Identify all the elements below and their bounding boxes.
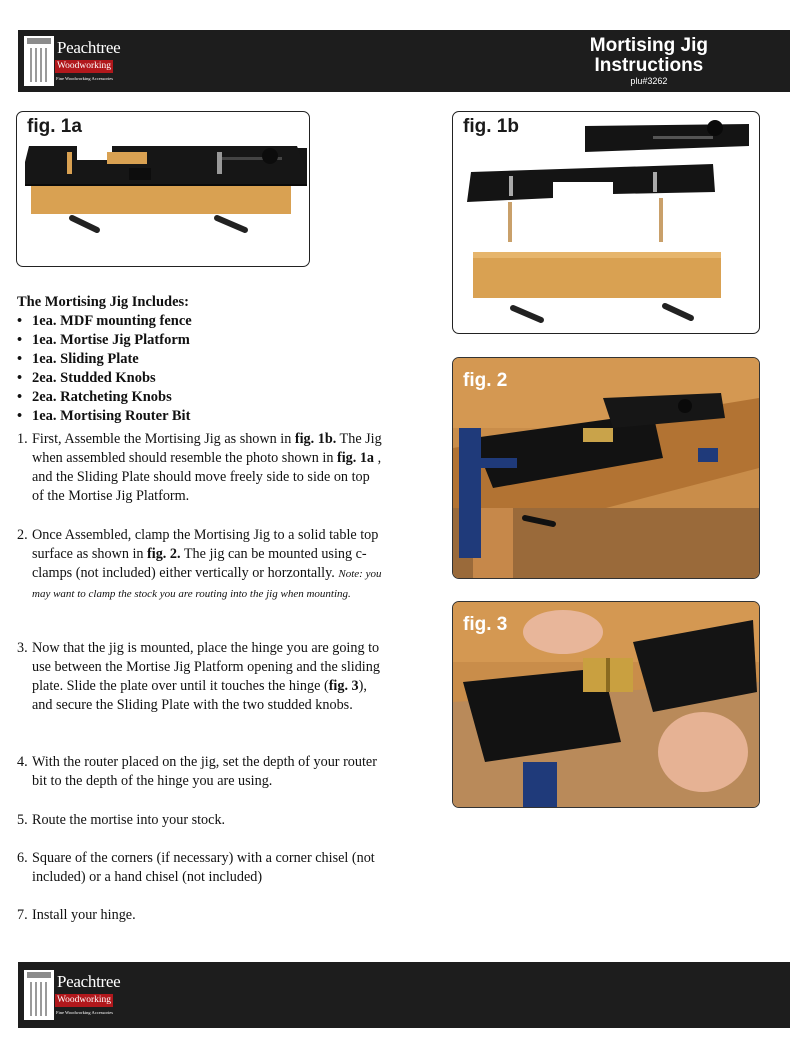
step-number: 1. bbox=[17, 431, 28, 447]
step-text-part: , and the Sliding Plate should move freely side to side on top of the Mortise Jig Platform. bbox=[32, 450, 382, 504]
jig-exploded-illustration bbox=[453, 112, 759, 333]
figure-1a bbox=[16, 111, 310, 267]
logo-tagline: Fine Woodworking Accessories bbox=[56, 76, 114, 81]
step-text bbox=[32, 526, 382, 604]
step-number: 6. bbox=[17, 850, 28, 866]
step-text: With the router placed on the jig, set the depth of your router bit to the depth of the hinge you are using. bbox=[32, 754, 377, 789]
step-text-part: Once Assembled, clamp the Mortising Jig to a solid table top surface as shown in bbox=[32, 527, 379, 562]
includes-list bbox=[17, 312, 417, 426]
list-item: • 1ea. Sliding Plate bbox=[17, 350, 417, 369]
step-7 bbox=[17, 906, 382, 925]
figure-1b bbox=[452, 111, 760, 334]
list-item: • 2ea. Ratcheting Knobs bbox=[17, 388, 417, 407]
column-logo-icon bbox=[24, 36, 54, 86]
includes-heading: The Mortising Jig Includes: bbox=[17, 294, 189, 310]
footer-bar bbox=[18, 962, 790, 1028]
figure-3-label: fig. 3 bbox=[463, 614, 508, 635]
figure-3 bbox=[452, 601, 760, 808]
step-number: 2. bbox=[17, 527, 28, 543]
step-4 bbox=[17, 753, 382, 791]
logo-brand: Peachtree bbox=[57, 38, 121, 57]
peachtree-logo bbox=[24, 36, 121, 86]
product-code: plu#3262 bbox=[630, 76, 668, 86]
logo-subtitle: Woodworking bbox=[56, 995, 112, 1005]
list-item: • 1ea. Mortise Jig Platform bbox=[17, 331, 417, 350]
figure-2 bbox=[452, 357, 760, 579]
figure-1a-label: fig. 1a bbox=[27, 116, 82, 137]
logo-tagline: Fine Woodworking Accessories bbox=[56, 1010, 114, 1015]
figure-2-label: fig. 2 bbox=[463, 370, 508, 391]
step-note: Note: you may want to clamp the stock you are routing into the jig when mounting. bbox=[32, 568, 382, 600]
step-number: 4. bbox=[17, 754, 28, 770]
step-2 bbox=[17, 526, 382, 604]
figure-reference: fig. 2. bbox=[147, 546, 181, 562]
includes-section bbox=[17, 293, 417, 426]
step-text-part: The Jig when assembled should resemble the photo shown in bbox=[32, 431, 382, 466]
step-number: 7. bbox=[17, 907, 28, 923]
figure-reference: fig. 3 bbox=[328, 678, 359, 694]
document-title bbox=[590, 36, 708, 87]
step-text-part: Now that the jig is mounted, place the hinge you are going to use between the Mortise Jig Platform opening and the sliding plate. Slide the plate over until it touches the hinge ( bbox=[32, 640, 380, 694]
list-item: • 1ea. MDF mounting fence bbox=[17, 312, 417, 331]
step-number: 5. bbox=[17, 812, 28, 828]
step-3 bbox=[17, 639, 382, 715]
step-5 bbox=[17, 811, 382, 830]
step-text-part: First, Assemble the Mortising Jig as shown in bbox=[32, 431, 295, 447]
figure-reference: fig. 1b. bbox=[294, 431, 337, 447]
figure-1b-label: fig. 1b bbox=[463, 116, 519, 137]
column-logo-icon bbox=[24, 970, 54, 1020]
header-bar bbox=[18, 30, 790, 92]
logo-subtitle: Woodworking bbox=[56, 61, 112, 71]
step-text: Route the mortise into your stock. bbox=[32, 812, 226, 828]
step-number: 3. bbox=[17, 640, 28, 656]
logo-brand: Peachtree bbox=[57, 972, 121, 991]
step-text bbox=[32, 639, 382, 715]
step-1 bbox=[17, 430, 382, 506]
figure-reference: fig. 1a bbox=[336, 450, 375, 466]
list-item: • 1ea. Mortising Router Bit bbox=[17, 407, 417, 426]
list-item: • 2ea. Studded Knobs bbox=[17, 369, 417, 388]
step-text-part: ), and secure the Sliding Plate with the two studded knobs. bbox=[32, 678, 367, 713]
footer-peachtree-logo bbox=[24, 970, 121, 1020]
title-line-2: Instructions bbox=[594, 55, 704, 76]
step-text: Install your hinge. bbox=[32, 907, 136, 923]
step-text: Square of the corners (if necessary) with a corner chisel (not included) or a hand chisel (not included) bbox=[32, 850, 375, 885]
step-6 bbox=[17, 849, 382, 887]
step-text bbox=[32, 430, 382, 506]
title-line-1: Mortising Jig bbox=[589, 35, 708, 56]
step-text-part: The jig can be mounted using c-clamps (not included) either vertically or horzontally. bbox=[32, 546, 367, 581]
